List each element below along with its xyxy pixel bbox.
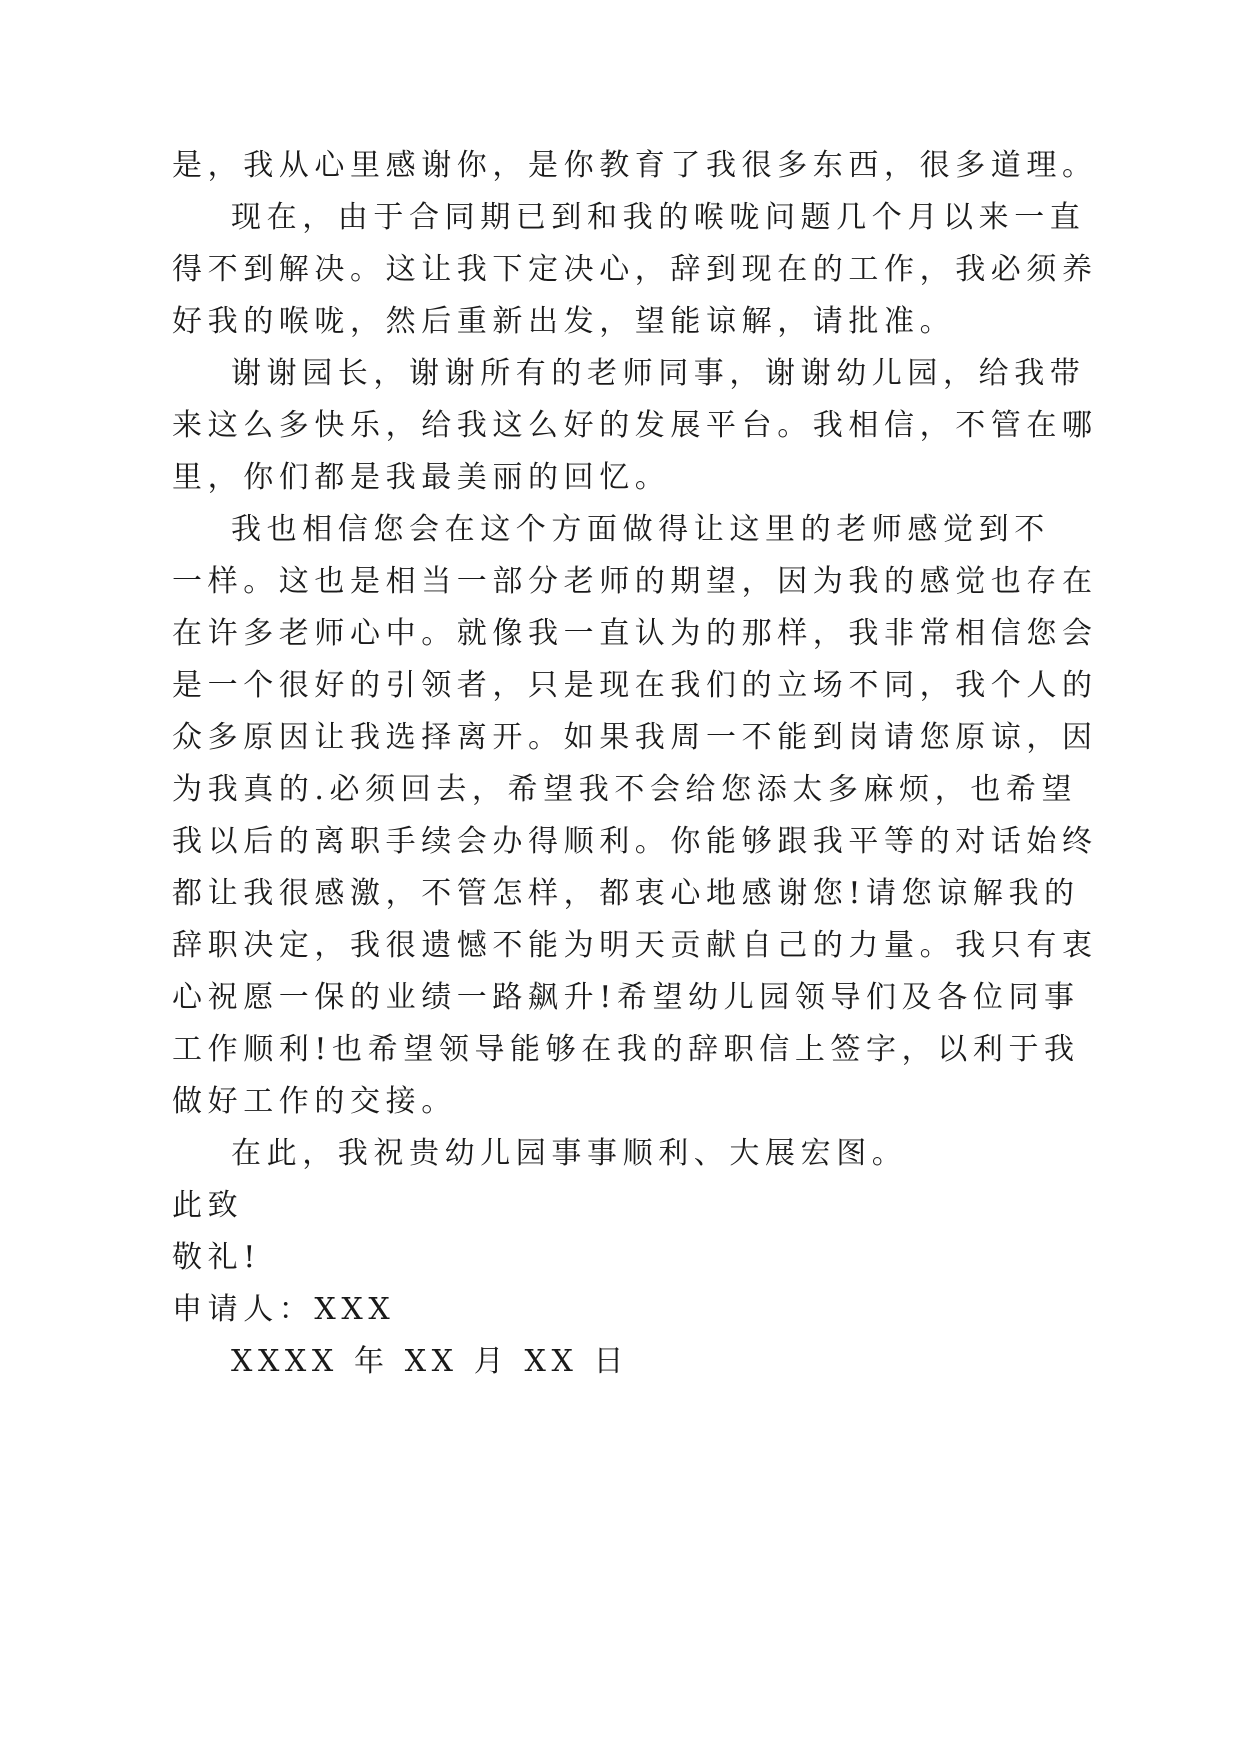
text-line: 来这么多快乐，给我这么好的发展平台。我相信，不管在哪 (172, 408, 1098, 443)
applicant-line: 申请人：XXX (172, 1292, 396, 1327)
text-line: 好我的喉咙，然后重新出发，望能谅解，请批准。 (172, 304, 956, 339)
text-line: 做好工作的交接。 (172, 1084, 457, 1119)
text-line: 谢谢园长，谢谢所有的老师同事，谢谢幼儿园，给我带 (231, 356, 1086, 391)
text-line: 现在，由于合同期已到和我的喉咙问题几个月以来一直 (231, 200, 1086, 235)
text-line: 在此，我祝贵幼儿园事事顺利、大展宏图。 (231, 1136, 908, 1171)
text-line: 得不到解决。这让我下定决心，辞到现在的工作，我必须养 (172, 252, 1098, 287)
text-line: 都让我很感激，不管怎样，都衷心地感谢您!请您谅解我的 (172, 876, 1080, 911)
text-line: 在许多老师心中。就像我一直认为的那样，我非常相信您会 (172, 616, 1098, 651)
text-line: 我也相信您会在这个方面做得让这里的老师感觉到不 (231, 512, 1050, 547)
text-line: 工作顺利!也希望领导能够在我的辞职信上签字，以利于我 (172, 1032, 1080, 1067)
salutation-line: 敬礼! (172, 1240, 261, 1275)
text-line: 众多原因让我选择离开。如果我周一不能到岗请您原谅，因 (172, 720, 1098, 755)
text-line: 里，你们都是我最美丽的回忆。 (172, 460, 671, 495)
closing-line: 此致 (172, 1188, 244, 1223)
text-line: 为我真的.必须回去，希望我不会给您添太多麻烦，也希望 (172, 772, 1078, 807)
date-line: XXXX 年 XX 月 XX 日 (231, 1344, 630, 1379)
text-line: 我以后的离职手续会办得顺利。你能够跟我平等的对话始终 (172, 824, 1098, 859)
text-line: 辞职决定，我很遗憾不能为明天贡献自己的力量。我只有衷 (172, 928, 1098, 963)
text-line: 是一个很好的引领者，只是现在我们的立场不同，我个人的 (172, 668, 1098, 703)
text-line: 一样。这也是相当一部分老师的期望，因为我的感觉也存在 (172, 564, 1098, 599)
text-line: 心祝愿一保的业绩一路飙升!希望幼儿园领导们及各位同事 (172, 980, 1080, 1015)
text-line: 是，我从心里感谢你，是你教育了我很多东西，很多道理。 (172, 148, 1098, 183)
